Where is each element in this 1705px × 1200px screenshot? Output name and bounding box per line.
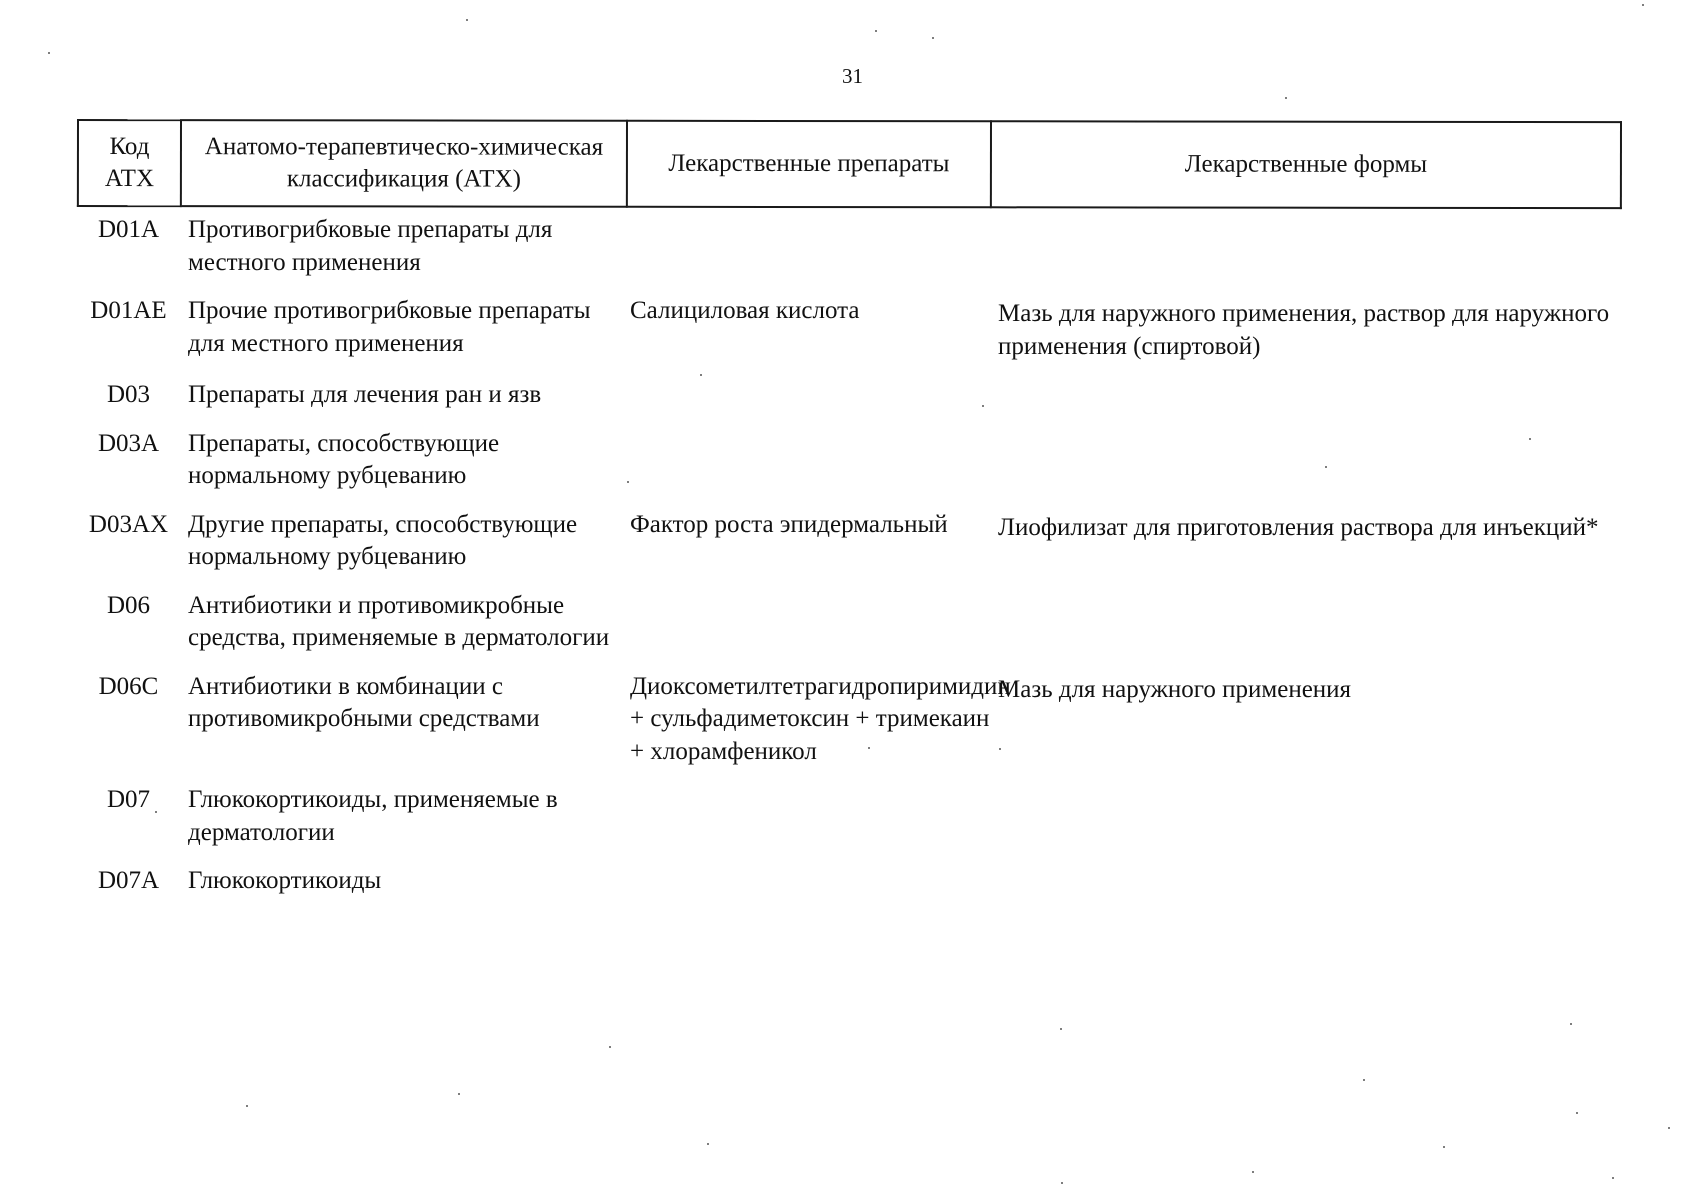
- table-row: [77, 590, 1620, 655]
- atc-classification: Антибиотики и противомикробные средства, применяемые в дерматологии: [188, 591, 610, 651]
- scan-speck: [1576, 1112, 1578, 1114]
- atc-code: D07A: [97, 867, 160, 894]
- atc-classification: Препараты, способствующие нормальному рубцеванию: [188, 429, 500, 489]
- dosage-form: [994, 379, 1618, 382]
- scan-speck: [932, 37, 934, 39]
- atc-code: D01AE: [90, 297, 167, 324]
- scan-speck: [999, 748, 1001, 750]
- scan-speck: [1570, 1023, 1572, 1025]
- table-header: [77, 119, 1622, 209]
- scan-speck: [466, 19, 468, 21]
- dosage-form: [994, 214, 1618, 217]
- drug-name: Диоксометилтетрагидропиримидин + сульфадиметоксин + тримекаин + хлорамфеникол: [630, 672, 1011, 765]
- scan-speck: [1325, 466, 1327, 468]
- scan-speck: [1363, 1079, 1365, 1081]
- dosage-form: Мазь для наружного применения, раствор для наружного применения (спиртовой): [998, 300, 1610, 360]
- scan-speck: [1252, 1171, 1254, 1173]
- dosage-form: [994, 428, 1618, 431]
- table-row: [77, 428, 1620, 493]
- table-row: [77, 509, 1620, 574]
- scan-speck: [627, 481, 629, 483]
- scan-speck: [155, 811, 157, 813]
- scan-speck: [700, 374, 702, 376]
- table-row: [77, 214, 1620, 279]
- scan-speck: [1285, 97, 1287, 99]
- header-forms: Лекарственные формы: [991, 121, 1621, 208]
- page-number: 31: [842, 64, 863, 88]
- table-row: [77, 295, 1620, 363]
- atc-code: D03A: [97, 429, 160, 457]
- header-classification: Анатомо-терапевтическо-химическая классификация (АТХ): [181, 120, 627, 207]
- table-row: [77, 784, 1620, 849]
- scan-speck: [982, 405, 984, 407]
- dosage-form: [994, 784, 1618, 787]
- scan-speck: [868, 747, 870, 749]
- atc-code: D06: [106, 591, 151, 619]
- scan-speck: [1668, 1127, 1670, 1129]
- scan-speck: [1443, 1146, 1445, 1148]
- atc-classification: Противогрибковые препараты для местного применения: [188, 216, 553, 276]
- atc-classification: Препараты для лечения ран и язв: [188, 381, 542, 408]
- atc-code: D01A: [97, 216, 160, 243]
- scan-speck: [458, 1093, 460, 1095]
- table-row: [77, 671, 1620, 769]
- table-body: [77, 214, 1620, 914]
- drug-name: Фактор роста эпидермальный: [630, 510, 948, 538]
- dosage-form: Мазь для наружного применения: [998, 675, 1352, 703]
- atc-code: D06C: [98, 672, 159, 700]
- scan-speck: [875, 30, 877, 32]
- atc-code: D03AX: [88, 510, 169, 538]
- atc-code: D03: [106, 381, 151, 408]
- header-drugs: Лекарственные препараты: [627, 121, 991, 208]
- scan-speck: [1060, 1028, 1062, 1030]
- atc-classification: Глюкокортикоиды, применяемые в дерматологии: [188, 786, 558, 846]
- scan-speck: [609, 1046, 611, 1048]
- dosage-form: Лиофилизат для приготовления раствора для инъекций*: [998, 513, 1599, 541]
- table-row: [77, 865, 1620, 898]
- scan-speck: [1529, 438, 1531, 440]
- header-code: Код АТХ: [78, 120, 181, 206]
- scan-speck: [707, 1143, 709, 1145]
- drug-name: Салициловая кислота: [630, 297, 860, 324]
- atc-code: D07: [106, 786, 151, 813]
- dosage-form: [994, 865, 1618, 868]
- scan-speck: [1061, 1182, 1063, 1184]
- dosage-form: [994, 590, 1618, 593]
- scan-speck: [1642, 4, 1644, 6]
- scan-speck: [48, 52, 50, 54]
- atc-classification: Прочие противогрибковые препараты для местного применения: [188, 297, 591, 357]
- scan-speck: [1612, 1177, 1614, 1179]
- atc-classification: Глюкокортикоиды: [188, 867, 382, 894]
- scan-speck: [246, 1105, 248, 1107]
- table-row: [77, 379, 1620, 412]
- atc-classification: Антибиотики в комбинации с противомикробными средствами: [188, 672, 540, 732]
- atc-classification: Другие препараты, способствующие нормальному рубцеванию: [188, 510, 578, 570]
